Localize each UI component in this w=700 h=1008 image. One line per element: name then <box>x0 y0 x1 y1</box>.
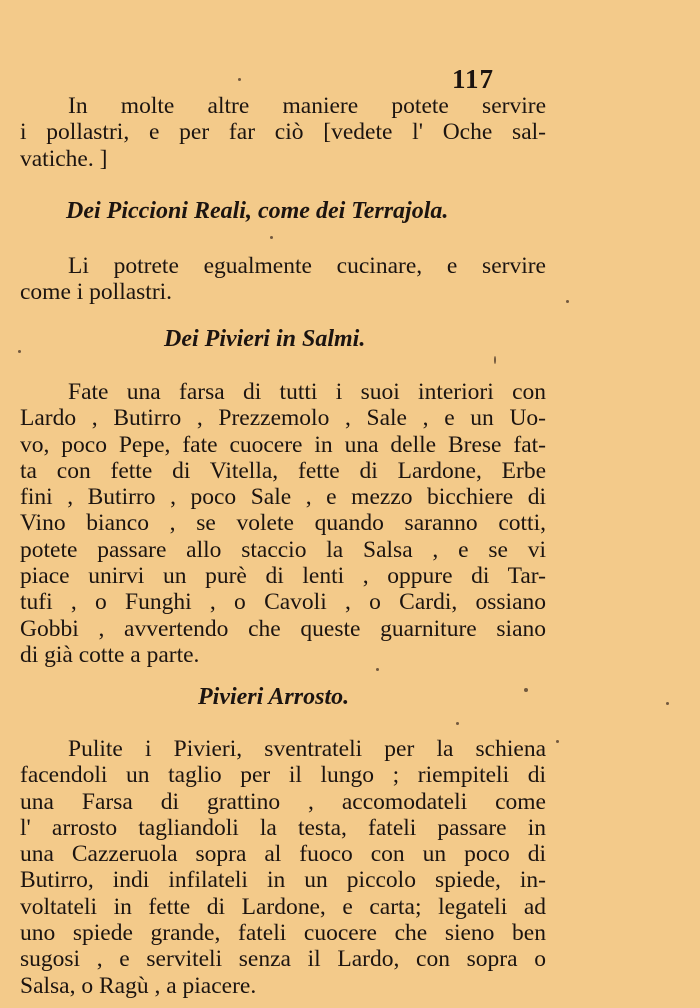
section-paragraph <box>20 379 546 668</box>
text-line: ta con fette di Vitella, fette di Lardone, Erbe <box>20 457 546 484</box>
section-paragraph <box>20 736 546 999</box>
paper-speck <box>494 356 496 364</box>
text-line: Salsa, o Ragù , a piacere. <box>20 972 257 999</box>
text-line: uno spiede grande, fateli cuocere che sieno ben <box>20 920 546 947</box>
paper-speck <box>270 236 273 239</box>
paper-speck <box>524 688 528 692</box>
text-line: come i pollastri. <box>20 279 173 306</box>
text-line: una Farsa di grattino , accomodateli come <box>20 788 546 815</box>
text-line: tufi , o Funghi , o Cavoli , o Cardi, ossiano <box>20 589 546 616</box>
text-line: Vino bianco , se volete quando saranno cotti, <box>20 510 546 537</box>
section-paragraph <box>20 253 546 306</box>
page-number: 117 <box>452 64 495 94</box>
text-line: fini , Butirro , poco Sale , e mezzo bicchiere di <box>20 484 546 511</box>
paper-speck <box>456 722 459 725</box>
text-line: piace unirvi un purè di lenti , oppure di Tar- <box>20 563 546 590</box>
text-line: Fate una farsa di tutti i suoi interiori con <box>68 379 546 405</box>
text-line: vo, poco Pepe, fate cuocere in una delle Brese fat- <box>20 431 546 458</box>
text-line: Gobbi , avvertendo che queste guarniture siano <box>20 615 546 642</box>
text-line: i pollastri, e per far ciò [vedete l' Oche sal- <box>20 119 546 146</box>
paper-speck <box>666 702 669 705</box>
paper-speck <box>556 740 559 743</box>
text-line: facendoli un taglio per il lungo ; riempiteli di <box>20 762 546 789</box>
text-line: una Cazzeruola sopra al fuoco con un poco di <box>20 841 546 868</box>
paper-speck <box>238 78 241 81</box>
text-line: Lardo , Butirro , Prezzemolo , Sale , e un Uo- <box>20 405 546 432</box>
section-heading: Dei Pivieri in Salmi. <box>164 326 366 352</box>
paper-speck <box>18 350 21 353</box>
text-line: Li potrete egualmente cucinare, e servire <box>68 253 546 279</box>
text-line: sugosi , e serviteli senza il Lardo, con sopra o <box>20 946 546 973</box>
text-line: Pulite i Pivieri, sventrateli per la schiena <box>68 736 546 762</box>
paper-speck <box>566 300 569 303</box>
paper-speck <box>376 668 379 671</box>
text-line: l' arrosto tagliandoli la testa, fateli passare in <box>20 814 546 841</box>
text-line: Butirro, indi infilateli in un piccolo spiede, in- <box>20 867 546 894</box>
section-heading: Pivieri Arrosto. <box>198 684 350 710</box>
text-line: vatiche. ] <box>20 145 108 172</box>
intro-paragraph <box>20 93 546 172</box>
text-line: potete passare allo staccio la Salsa , e se vi <box>20 536 546 563</box>
text-line: voltateli in fette di Lardone, e carta; legateli ad <box>20 893 546 920</box>
text-line: di già cotte a parte. <box>20 641 200 668</box>
text-line: In molte altre maniere potete servire <box>68 93 546 119</box>
section-heading: Dei Piccioni Reali, come dei Terrajola. <box>66 198 449 224</box>
